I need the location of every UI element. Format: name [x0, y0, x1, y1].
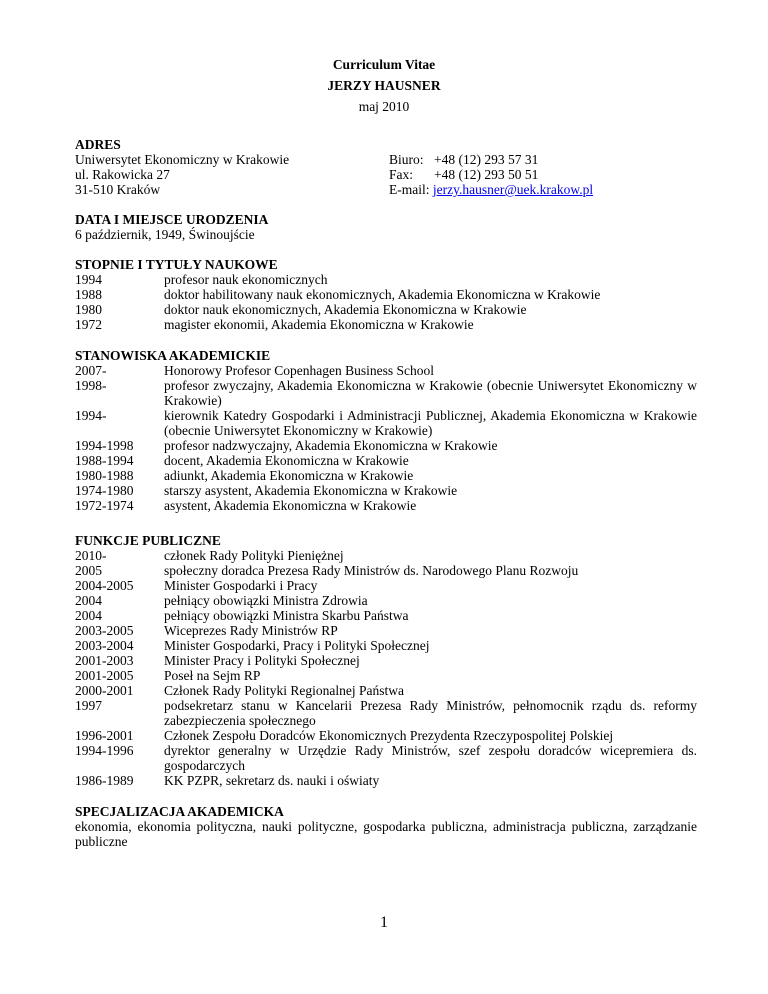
email-label: E-mail:: [389, 182, 430, 197]
entry-row: [75, 683, 697, 698]
entry-text: asystent, Akademia Ekonomiczna w Krakowie: [164, 498, 417, 513]
entry-row: [75, 438, 697, 453]
entry-text: profesor nadzwyczajny, Akademia Ekonomiczna w Krakowie: [164, 438, 498, 453]
entry-year: 1994-: [75, 408, 107, 423]
entry-row: [75, 773, 697, 788]
entry-year: 1998-: [75, 378, 107, 393]
entry-year: 1972-1974: [75, 498, 134, 513]
entry-year: 2004-2005: [75, 578, 134, 593]
entry-row: [75, 563, 697, 578]
entry-row: [75, 317, 697, 332]
entry-year: 2003-2005: [75, 623, 134, 638]
degrees-heading: STOPNIE I TYTUŁY NAUKOWE: [75, 257, 278, 272]
entry-year: 2001-2003: [75, 653, 134, 668]
public-heading: FUNKCJE PUBLICZNE: [75, 533, 221, 548]
entry-year: 2004: [75, 593, 102, 608]
entry-row: [75, 453, 697, 468]
degrees-section: [75, 257, 697, 332]
entry-year: 2004: [75, 608, 102, 623]
entry-text: społeczny doradca Prezesa Rady Ministrów ds. Narodowego Planu Rozwoju: [164, 563, 579, 578]
entry-text: doktor habilitowany nauk ekonomicznych, Akademia Ekonomiczna w Krakowie: [164, 287, 601, 302]
entry-text: członek Rady Polityki Pieniężnej: [164, 548, 344, 563]
entry-row: [75, 623, 697, 638]
entry-row: [75, 498, 697, 513]
entry-text: Minister Gospodarki, Pracy i Polityki Społecznej: [164, 638, 430, 653]
entry-year: 2000-2001: [75, 683, 134, 698]
entry-year: 2003-2004: [75, 638, 134, 653]
entry-row: [75, 548, 697, 563]
entry-row: [75, 578, 697, 593]
entry-row: [75, 378, 697, 408]
email-link[interactable]: jerzy.hausner@uek.krakow.pl: [432, 182, 594, 197]
birth-value: 6 październik, 1949, Świnoujście: [75, 227, 255, 242]
entry-year: 1974-1980: [75, 483, 134, 498]
birth-section: [75, 212, 697, 242]
address-heading: ADRES: [75, 137, 121, 152]
fax-row: [389, 167, 593, 182]
page-number: 1: [380, 914, 388, 931]
entry-text: profesor nauk ekonomicznych: [164, 272, 328, 287]
specialization-text: ekonomia, ekonomia polityczna, nauki polityczne, gospodarka publiczna, administracja publiczna, zarządzanie publiczne: [75, 819, 697, 849]
entry-row: [75, 743, 697, 773]
address-line: Uniwersytet Ekonomiczny w Krakowie: [75, 152, 290, 167]
office-label: Biuro:: [389, 152, 424, 167]
entry-text: docent, Akademia Ekonomiczna w Krakowie: [164, 453, 409, 468]
entry-row: [75, 483, 697, 498]
fax-label: Fax:: [389, 167, 414, 182]
entry-year: 2005: [75, 563, 102, 578]
address-line: 31-510 Kraków: [75, 182, 161, 197]
entry-text: kierownik Katedry Gospodarki i Administracji Publicznej, Akademia Ekonomiczna w Krakowie (obecnie Uniwersytet Ekonomiczny w Krakowie): [164, 408, 697, 438]
address-block: [75, 137, 289, 197]
entry-year: 1988: [75, 287, 102, 302]
entry-text: Poseł na Sejm RP: [164, 668, 261, 683]
entry-text: Członek Zespołu Doradców Ekonomicznych Prezydenta Rzeczypospolitej Polskiej: [164, 728, 614, 743]
document-date: maj 2010: [358, 99, 410, 114]
entry-text: KK PZPR, sekretarz ds. nauki i oświaty: [164, 773, 380, 788]
entry-row: [75, 608, 697, 623]
entry-text: adiunkt, Akademia Ekonomiczna w Krakowie: [164, 468, 414, 483]
office-phone: +48 (12) 293 57 31: [434, 152, 539, 167]
entry-row: [75, 668, 697, 683]
entry-row: [75, 363, 697, 378]
specialization-section: [75, 804, 697, 849]
entry-row: [75, 653, 697, 668]
entry-text: Minister Pracy i Polityki Społecznej: [164, 653, 360, 668]
entry-text: doktor nauk ekonomicznych, Akademia Ekonomiczna w Krakowie: [164, 302, 527, 317]
entry-year: 1972: [75, 317, 102, 332]
entry-row: [75, 468, 697, 483]
public-section: [75, 533, 697, 788]
entry-row: [75, 728, 697, 743]
entry-text: pełniący obowiązki Ministra Zdrowia: [164, 593, 368, 608]
document-title: Curriculum Vitae: [332, 57, 436, 72]
entry-row: [75, 302, 697, 317]
entry-text: Honorowy Profesor Copenhagen Business School: [164, 363, 434, 378]
entry-year: 2010-: [75, 548, 107, 563]
entry-row: [75, 408, 697, 438]
entry-text: pełniący obowiązki Ministra Skarbu Państwa: [164, 608, 409, 623]
positions-section: [75, 348, 697, 513]
entry-year: 1994-1998: [75, 438, 134, 453]
entry-row: [75, 593, 697, 608]
address-line: ul. Rakowicka 27: [75, 167, 170, 182]
entry-year: 1980-1988: [75, 468, 134, 483]
positions-heading: STANOWISKA AKADEMICKIE: [75, 348, 271, 363]
entry-row: [75, 287, 697, 302]
person-name: JERZY HAUSNER: [327, 78, 441, 93]
entry-row: [75, 698, 697, 728]
entry-year: 1997: [75, 698, 102, 713]
email-row: [389, 182, 593, 197]
entry-text: Członek Rady Polityki Regionalnej Państwa: [164, 683, 404, 698]
entry-text: dyrektor generalny w Urzędzie Rady Ministrów, szef zespołu doradców wicepremiera ds. gospodarczych: [164, 743, 697, 773]
entry-year: 1994: [75, 272, 102, 287]
entry-year: 1986-1989: [75, 773, 134, 788]
entry-text: Wiceprezes Rady Ministrów RP: [164, 623, 338, 638]
entry-text: starszy asystent, Akademia Ekonomiczna w Krakowie: [164, 483, 458, 498]
entry-text: profesor zwyczajny, Akademia Ekonomiczna w Krakowie (obecnie Uniwersytet Ekonomiczny w Krakowie): [164, 378, 697, 408]
contact-block: [389, 152, 593, 197]
entry-row: [75, 638, 697, 653]
entry-text: magister ekonomii, Akademia Ekonomiczna w Krakowie: [164, 317, 474, 332]
fax-number: +48 (12) 293 50 51: [434, 167, 539, 182]
entry-year: 1988-1994: [75, 453, 134, 468]
entry-text: podsekretarz stanu w Kancelarii Prezesa Rady Ministrów, pełnomocnik rządu ds. reformy zabezpieczenia społecznego: [164, 698, 697, 728]
entry-year: 2001-2005: [75, 668, 134, 683]
entry-year: 1996-2001: [75, 728, 134, 743]
entry-year: 1994-1996: [75, 743, 134, 758]
entry-text: Minister Gospodarki i Pracy: [164, 578, 318, 593]
office-phone-row: [389, 152, 593, 167]
entry-row: [75, 272, 697, 287]
specialization-heading: SPECJALIZACJA AKADEMICKA: [75, 804, 284, 819]
entry-year: 1980: [75, 302, 102, 317]
birth-heading: DATA I MIEJSCE URODZENIA: [75, 212, 269, 227]
entry-year: 2007-: [75, 363, 107, 378]
